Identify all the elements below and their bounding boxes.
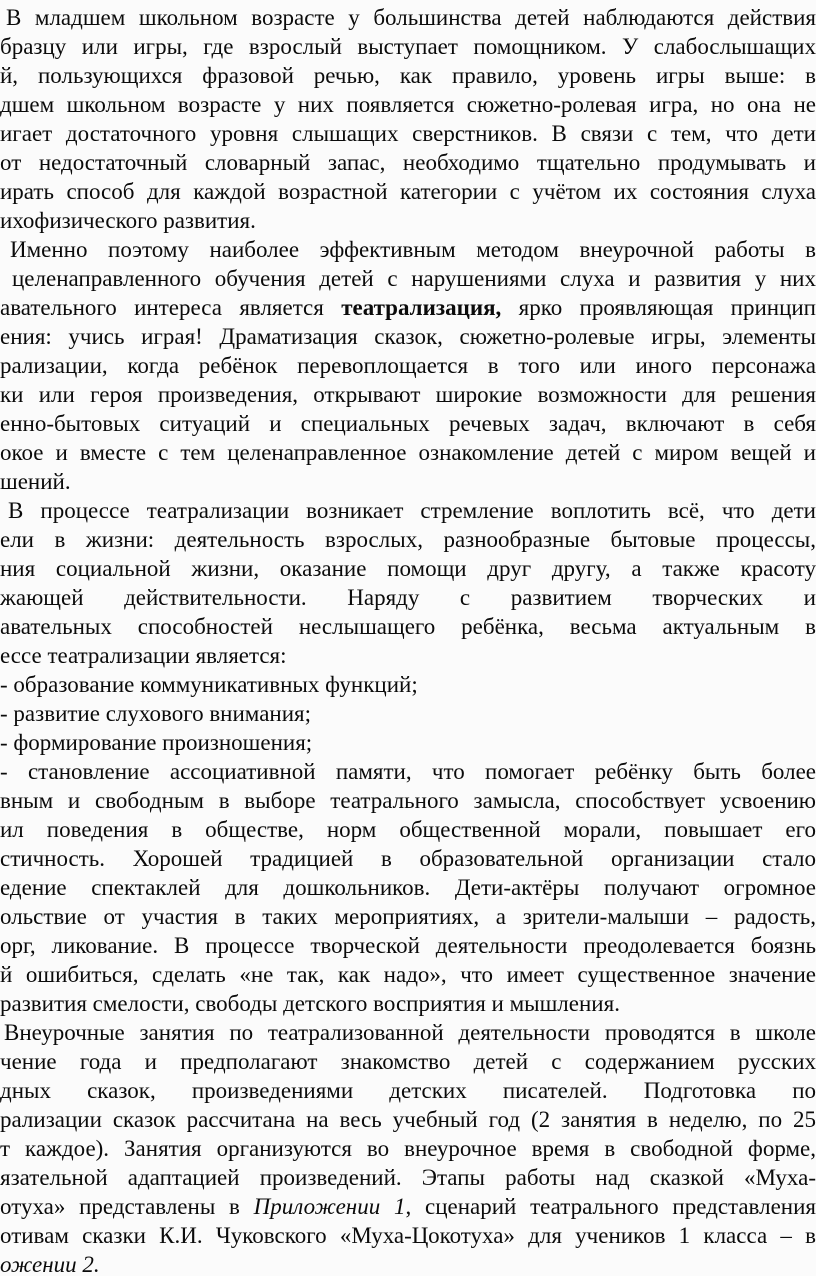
- text-line: [0, 235, 816, 264]
- text-line: [0, 1018, 816, 1047]
- text-segment: рализации сказок рассчитана на весь учебный год (2 занятия в неделю, по 25: [0, 1107, 816, 1132]
- text-segment: язательной адаптацией произведений. Этапы работы над сказкой «Муха-: [0, 1165, 816, 1190]
- text-segment: В процессе театрализации возникает стремление воплотить всё, что дети: [8, 498, 816, 523]
- text-segment: шений.: [0, 469, 71, 494]
- text-segment: целенаправленного обучения детей с нарушениями слуха и развития у них: [12, 266, 816, 291]
- text-line: [0, 960, 816, 989]
- text-line: [0, 1250, 816, 1276]
- text-segment: Внеурочные занятия по театрализованной деятельности проводятся в школе: [4, 1020, 816, 1045]
- text-line: [0, 699, 816, 728]
- text-line: [0, 206, 816, 235]
- text-line: [0, 1134, 816, 1163]
- text-segment: орг, ликование. В процессе творческой деятельности преодолевается боязнь: [0, 933, 816, 958]
- text-line: [0, 351, 816, 380]
- text-line: [0, 322, 816, 351]
- text-segment: ели в жизни: деятельность взрослых, разнообразные бытовые процессы,: [0, 527, 816, 552]
- text-segment: - образование коммуникативных функций;: [0, 672, 418, 697]
- text-segment: ки или героя произведения, открывают широкие возможности для решения: [0, 382, 816, 407]
- text-segment: - развитие слухового внимания;: [0, 701, 311, 726]
- text-segment: окое и вместе с тем целенаправленное ознакомление детей с миром вещей и: [0, 440, 816, 465]
- text-line: [0, 1076, 816, 1105]
- text-line: [0, 32, 816, 61]
- text-line: [0, 815, 816, 844]
- text-segment: авательных способностей неслышащего ребёнка, весьма актуальным в: [0, 614, 816, 639]
- text-segment: ярко проявляющая принцип: [501, 295, 816, 320]
- text-segment: жающей действительности. Наряду с развитием творческих и: [0, 585, 816, 610]
- text-line: [0, 1047, 816, 1076]
- text-line: [0, 438, 816, 467]
- text-segment: й ошибиться, сделать «не так, как надо», что имеет существенное значение: [0, 962, 816, 987]
- text-segment: рализации, когда ребёнок перевоплощается в того или иного персонажа: [0, 353, 816, 378]
- text-segment: стичность. Хорошей традицией в образовательной организации стало: [0, 846, 816, 871]
- text-line: [0, 467, 816, 496]
- text-line: [0, 61, 816, 90]
- text-line: [0, 931, 816, 960]
- text-segment: отуха» представлены в: [0, 1194, 254, 1219]
- text-line: [0, 670, 816, 699]
- text-line: [0, 757, 816, 786]
- text-line: [0, 612, 816, 641]
- text-line: [0, 989, 816, 1018]
- text-line: [0, 554, 816, 583]
- text-segment: ения: учись играя! Драматизация сказок, сюжетно-ролевые игры, элементы: [0, 324, 816, 349]
- text-line: [0, 728, 816, 757]
- text-line: [0, 1163, 816, 1192]
- text-line: [0, 525, 816, 554]
- text-segment: енно-бытовых ситуаций и специальных речевых задач, включают в себя: [0, 411, 816, 436]
- text-segment: - формирование произношения;: [0, 730, 313, 755]
- text-line: [0, 1105, 816, 1134]
- text-line: [0, 177, 816, 206]
- text-segment: отивам сказки К.И. Чуковского «Муха-Цокотуха» для учеников 1 класса – в: [0, 1223, 816, 1248]
- text-segment: от недостаточный словарный запас, необходимо тщательно продумывать и: [0, 150, 816, 175]
- text-segment: театрализация,: [341, 295, 502, 320]
- text-segment: т каждое). Занятия организуются во внеурочное время в свободной форме,: [0, 1136, 816, 1161]
- text-segment: игает достаточного уровня слышащих сверстников. В связи с тем, что дети: [0, 121, 816, 146]
- text-line: [0, 148, 816, 177]
- text-line: [0, 902, 816, 931]
- text-line: [0, 3, 816, 32]
- text-segment: Именно поэтому наиболее эффективным методом внеурочной работы в: [10, 237, 816, 262]
- text-line: [0, 1221, 816, 1250]
- text-segment: ихофизического развития.: [0, 208, 256, 233]
- text-segment: вным и свободным в выборе театрального замысла, способствует усвоению: [0, 788, 816, 813]
- text-segment: ния социальной жизни, оказание помощи друг другу, а также красоту: [0, 556, 816, 581]
- text-line: [0, 409, 816, 438]
- text-segment: развития смелости, свободы детского восприятия и мышления.: [0, 991, 620, 1016]
- text-segment: ожении 2.: [0, 1252, 100, 1276]
- text-segment: дных сказок, произведениями детских писателей. Подготовка по: [0, 1078, 816, 1103]
- text-line: [0, 583, 816, 612]
- text-line: [0, 119, 816, 148]
- text-segment: й, пользующихся фразовой речью, как правило, уровень игры выше: в: [0, 63, 816, 88]
- text-line: [0, 786, 816, 815]
- text-segment: ирать способ для каждой возрастной категории с учётом их состояния слуха: [0, 179, 816, 204]
- text-segment: едение спектаклей для дошкольников. Дети-актёры получают огромное: [0, 875, 816, 900]
- text-segment: , сценарий театрального представления: [405, 1194, 816, 1219]
- text-line: [0, 641, 816, 670]
- text-line: [0, 264, 816, 293]
- text-line: [0, 844, 816, 873]
- text-line: [0, 293, 816, 322]
- text-line: [0, 496, 816, 525]
- text-segment: дшем школьном возрасте у них появляется сюжетно-ролевая игра, но она не: [0, 92, 816, 117]
- text-segment: ольствие от участия в таких мероприятиях, а зрители-малыши – радость,: [0, 904, 816, 929]
- text-segment: чение года и предполагают знакомство детей с содержанием русских: [0, 1049, 816, 1074]
- text-line: [0, 1192, 816, 1221]
- text-line: [0, 90, 816, 119]
- text-segment: В младшем школьном возрасте у большинства детей наблюдаются действия: [6, 5, 816, 30]
- text-segment: Приложении 1: [253, 1194, 406, 1219]
- text-line: [0, 873, 816, 902]
- text-segment: ил поведения в обществе, норм общественной морали, повышает его: [0, 817, 816, 842]
- text-segment: ессе театрализации является:: [0, 643, 287, 668]
- text-segment: - становление ассоциативной памяти, что помогает ребёнку быть более: [0, 759, 816, 784]
- text-segment: бразцу или игры, где взрослый выступает помощником. У слабослышащих: [0, 34, 816, 59]
- text-line: [0, 380, 816, 409]
- text-segment: авательного интереса является: [0, 295, 342, 320]
